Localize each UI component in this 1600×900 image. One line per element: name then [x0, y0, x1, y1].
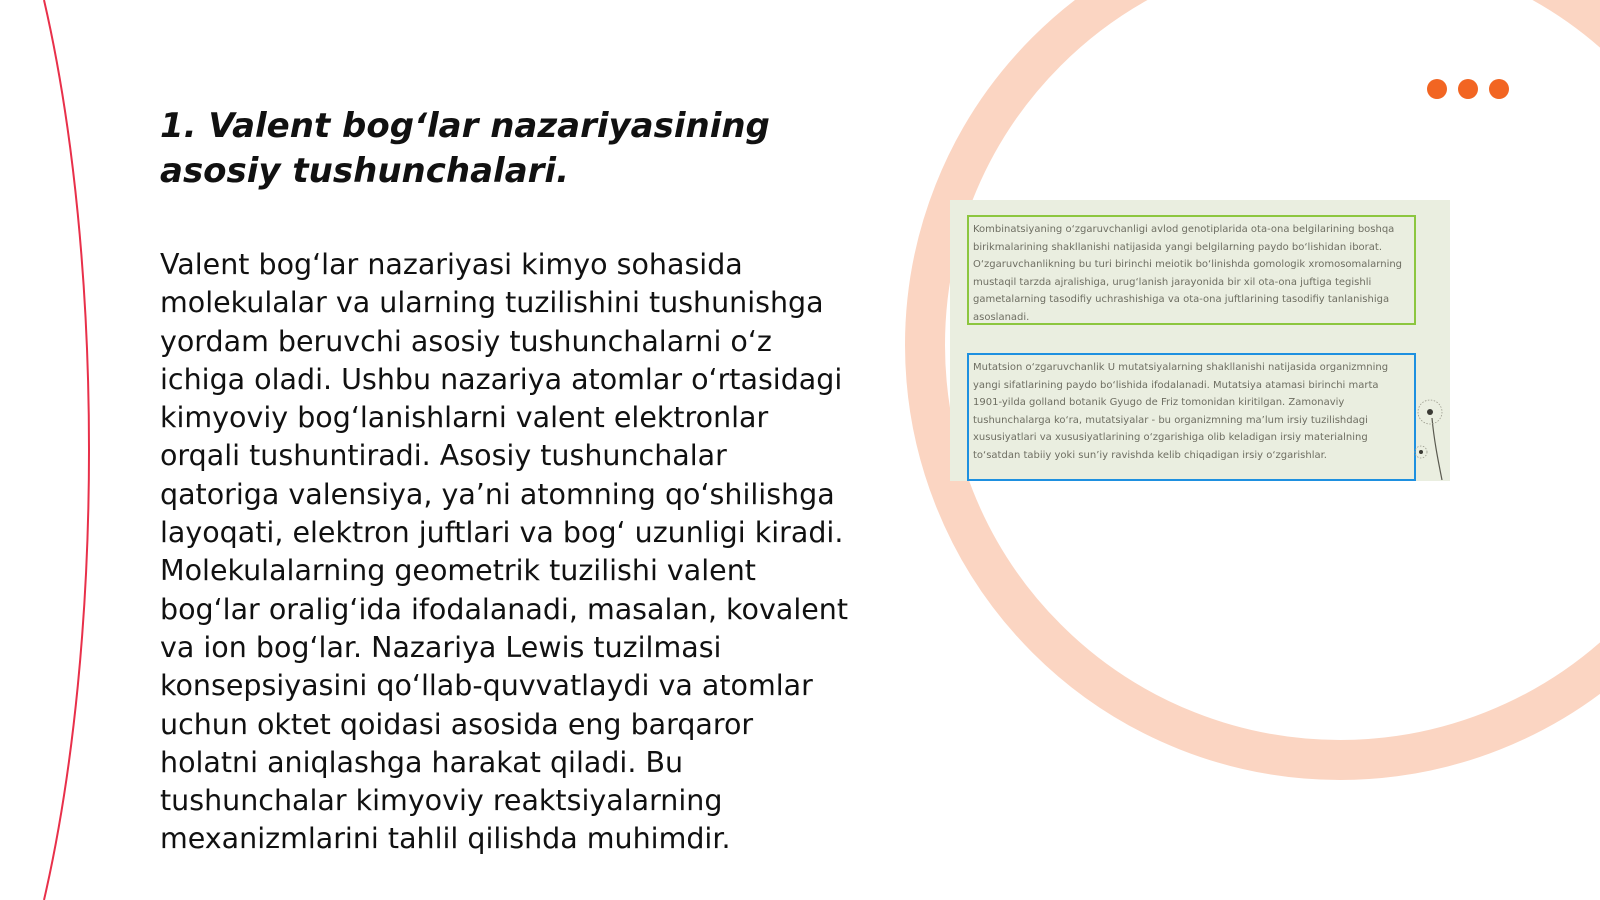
green-bordered-paragraph: Kombinatsiyaning o‘zgaruvchanligi avlod genotiplarida ota-ona belgilarining boshqa birikmalarining shakllanishi natijasida yangi belgilarning paydo bo‘lishidan iborat. O‘zgaruvchanlikning bu turi birinchi meiotik bo‘linishda gomologik xromosomalarning mustaqil tarzda ajralishiga, urug‘lanish jarayonida bir xil ota-ona juftiga tegishli gametalarning tasodifiy uchrashishiga va ota-ona juftlarining tasodifiy tanlanishiga asoslanadi. — [967, 215, 1416, 325]
slide-title: 1. Valent bog‘lar nazariyasining asosiy tushunchalari. — [160, 106, 770, 191]
dot-3 — [1489, 79, 1509, 99]
dandelion-icon — [1412, 390, 1448, 480]
three-dots-icon — [1427, 79, 1509, 99]
textbook-excerpt-image — [950, 200, 1450, 481]
dot-2 — [1458, 79, 1478, 99]
left-edge-curve — [44, 0, 89, 900]
blue-bordered-paragraph: Mutatsion o‘zgaruvchanlik U mutatsiyalarning shakllanishi natijasida organizmning yangi sifatlarining paydo bo‘lishida ifodalanadi. Mutatsiya atamasi birinchi marta 1901-yilda golland botanik Gyugo de Friz tomonidan kiritilgan. Zamonaviy tushunchalarga ko‘ra, mutatsiyalar - bu organizmning ma’lum irsiy tuzilishdagi xususiyatlari va xususiyatlarining o‘zgarishiga olib keladigan irsiy materialning to‘satdan tabiiy yoki sun’iy ravishda kelib chiqadigan irsiy o‘zgarishlar. — [967, 353, 1416, 481]
dot-1 — [1427, 79, 1447, 99]
slide-body-text: Valent bog‘lar nazariyasi kimyo sohasida molekulalar va ularning tuzilishini tushunishga yordam beruvchi asosiy tushunchalarni o‘z ichiga oladi. Ushbu nazariya atomlar o‘rtasidagi kimyoviy bog‘lanishlarni valent elektronlar orqali tushuntiradi. Asosiy tushunchalar qatoriga valensiya, ya’ni atomning qo‘shilishga layoqati, elektron juftlari va bog‘ uzunligi kiradi. Molekulalarning geometrik tuzilishi valent bog‘lar oralig‘ida ifodalanadi, masalan, kovalent va ion bog‘lar. Nazariya Lewis tuzilmasi konsepsiyasini qo‘llab-quvvatlaydi va atomlar uchun oktet qoidasi asosida eng barqaror holatni aniqlashga harakat qiladi. Bu tushunchalar kimyoviy reaktsiyalarning mexanizmlarini tahlil qilishda muhimdir. — [160, 248, 849, 856]
